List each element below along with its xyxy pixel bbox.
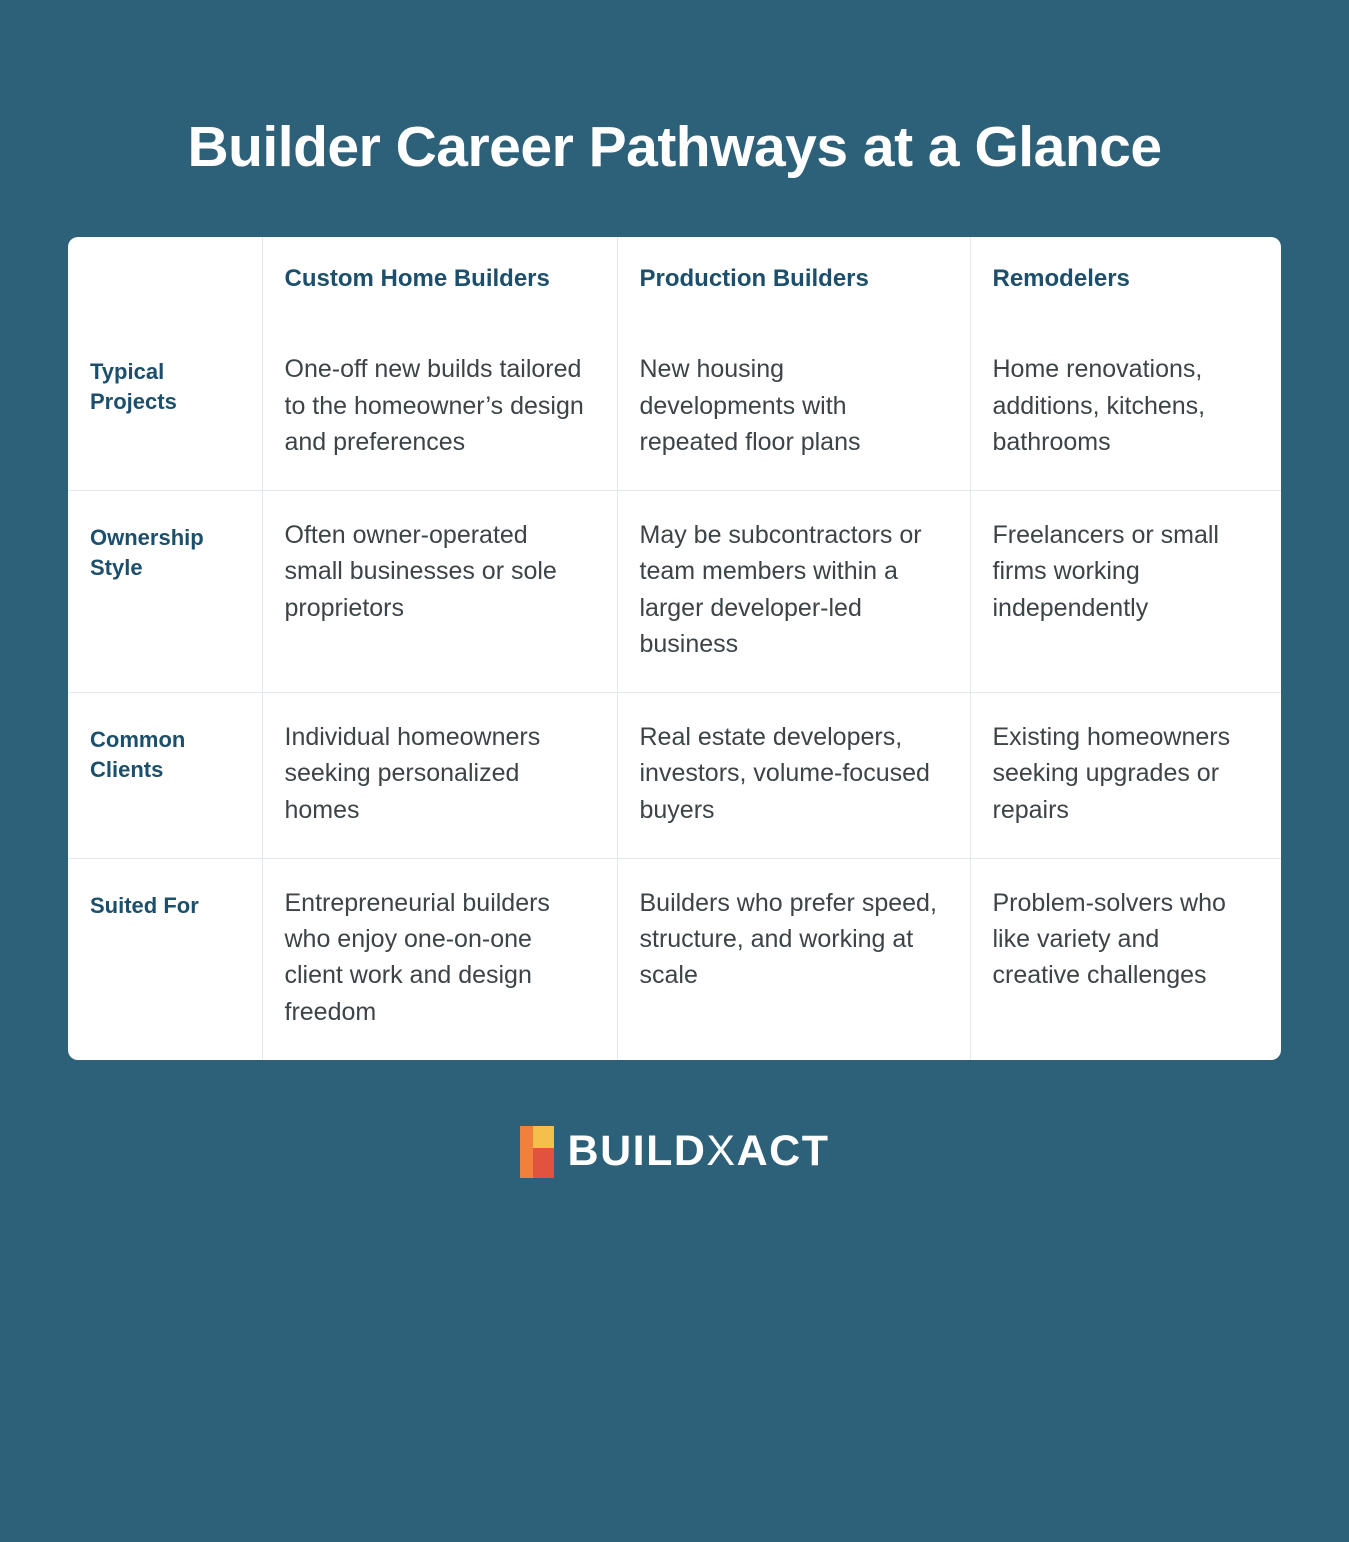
cell-typical-projects-remodelers: Home renovations, additions, kitchens, bathrooms [970,325,1281,490]
brand-wordmark [568,1127,830,1176]
table-corner-cell [68,237,262,325]
page-title: Builder Career Pathways at a Glance [187,115,1162,180]
brand-act: ACT [736,1127,830,1176]
column-header-production-builders: Production Builders [617,237,970,325]
brand-x: X [706,1127,737,1176]
table-header [68,237,1281,325]
row-header-ownership-style: Ownership Style [68,491,262,693]
cell-suited-for-custom: Entrepreneurial builders who enjoy one-on-one client work and design freedom [262,858,617,1060]
buildxact-logo-icon [520,1126,554,1178]
brand-build: BUILD [567,1127,707,1176]
cell-suited-for-remodelers: Problem-solvers who like variety and creative challenges [992,888,1226,990]
cell-ownership-style-custom: Often owner-operated small businesses or sole proprietors [262,491,617,693]
row-header-typical-projects: Typical Projects [68,325,262,490]
row-header-suited-for: Suited For [68,858,262,1060]
comparison-table-card [68,237,1281,1060]
logo-shape-left [520,1126,533,1178]
table-row [68,491,1281,693]
cell-typical-projects-production: New housing developments with repeated floor plans [617,325,970,490]
table-row [68,693,1281,859]
cell-ownership-style-production: May be subcontractors or team members within a larger developer-led business [617,491,970,693]
comparison-table [68,237,1281,1060]
infographic-page [0,38,1349,1542]
logo-shape-bottom-right [533,1148,554,1178]
table-header-row [68,237,1281,325]
table-row [68,858,1281,1060]
row-header-common-clients: Common Clients [68,693,262,859]
column-header-custom-home-builders: Custom Home Builders [262,237,617,325]
cell-common-clients-custom: Individual homeowners seeking personalized homes [262,693,617,859]
logo-shape-top-right [533,1126,554,1148]
table-body [68,325,1281,1060]
cell-suited-for-production: Builders who prefer speed, structure, and working at scale [617,858,970,1060]
cell-ownership-style-remodelers: Freelancers or small firms working independently [970,491,1281,693]
column-header-remodelers: Remodelers [992,264,1130,292]
cell-common-clients-production: Real estate developers, investors, volume-focused buyers [617,693,970,859]
brand-footer [0,1126,1349,1178]
cell-typical-projects-custom: One-off new builds tailored to the homeowner’s design and preferences [262,325,617,490]
cell-common-clients-remodelers: Existing homeowners seeking upgrades or repairs [970,693,1281,859]
table-row [68,325,1281,490]
